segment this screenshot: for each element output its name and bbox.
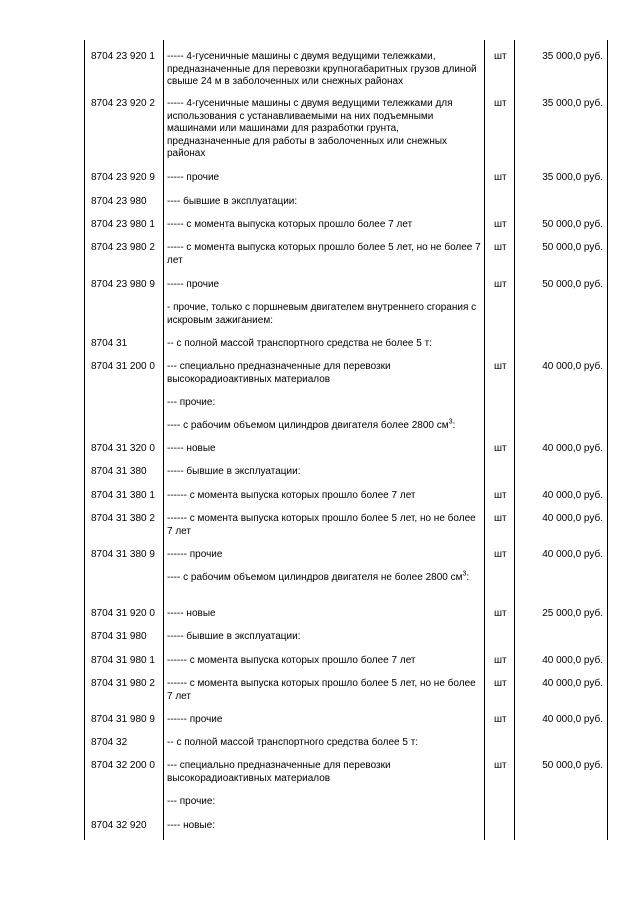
tariff-code: 8704 31 380 9 <box>91 549 155 560</box>
duty-rate: 50 000,0 руб. <box>542 760 603 771</box>
unit-of-measure: шт <box>494 678 507 689</box>
description-text: ----- 4-гусеничные машины с двумя ведущими тележками, предназначенные для перевозки крупногабаритных грузов длиной свыше 24 м в заболоченных или снежных районах <box>167 51 477 87</box>
description-text: ----- с момента выпуска которых прошло более 7 лет <box>167 219 413 230</box>
duty-rate: 40 000,0 руб. <box>542 490 603 501</box>
duty-rate: 35 000,0 руб. <box>542 51 603 62</box>
goods-description <box>167 796 483 809</box>
tariff-code: 8704 31 980 9 <box>91 714 155 725</box>
goods-description <box>167 714 483 727</box>
unit-of-measure: шт <box>494 608 507 619</box>
duty-rate: 50 000,0 руб. <box>542 219 603 230</box>
duty-rate: 40 000,0 руб. <box>542 513 603 524</box>
description-text: ---- новые: <box>167 820 216 831</box>
description-text: -- с полной массой транспортного средства более 5 т: <box>167 737 419 748</box>
tariff-code: 8704 31 380 <box>91 466 147 477</box>
duty-rate: 35 000,0 руб. <box>542 172 603 183</box>
tariff-code: 8704 23 980 2 <box>91 242 155 253</box>
goods-description <box>167 443 483 456</box>
tariff-code: 8704 32 200 0 <box>91 760 155 771</box>
column-divider-code <box>163 40 164 840</box>
duty-rate: 40 000,0 руб. <box>542 714 603 725</box>
goods-description <box>167 737 483 750</box>
goods-description <box>167 338 483 351</box>
description-text: ----- 4-гусеничные машины с двумя ведущими тележками для использования с устанавливаемыми на них подъемными машинами или машинами для разработки грунта, предназначенные для работы в заболоченных или снежных районах <box>167 98 453 159</box>
goods-description <box>167 678 483 703</box>
goods-description <box>167 420 483 433</box>
duty-rate: 25 000,0 руб. <box>542 608 603 619</box>
goods-description <box>167 572 483 585</box>
goods-description <box>167 279 483 292</box>
goods-description <box>167 760 483 785</box>
unit-exponent: 3 <box>462 570 467 578</box>
description-text: ------ прочие <box>167 549 223 560</box>
unit-exponent: 3 <box>448 418 453 426</box>
tariff-code: 8704 31 980 <box>91 631 147 642</box>
description-text: --- прочие: <box>167 796 216 807</box>
description-text: ----- прочие <box>167 172 220 183</box>
description-text: --- специально предназначенные для перевозки высокорадиоактивных материалов <box>167 361 391 385</box>
duty-rate: 50 000,0 руб. <box>542 279 603 290</box>
tariff-code: 8704 31 320 0 <box>91 443 155 454</box>
description-text: ----- новые <box>167 443 216 454</box>
goods-description <box>167 98 483 161</box>
description-text: ------ с момента выпуска которых прошло более 7 лет <box>167 490 416 501</box>
tariff-code: 8704 23 980 1 <box>91 219 155 230</box>
unit-of-measure: шт <box>494 51 507 62</box>
unit-of-measure: шт <box>494 490 507 501</box>
goods-description <box>167 361 483 386</box>
tariff-code: 8704 31 920 0 <box>91 608 155 619</box>
description-text: ---- с рабочим объемом цилиндров двигателя более 2800 см <box>167 420 449 431</box>
tariff-code: 8704 23 920 2 <box>91 98 155 109</box>
goods-description <box>167 820 483 833</box>
goods-description <box>167 466 483 479</box>
duty-rate: 50 000,0 руб. <box>542 242 603 253</box>
description-text: ---- с рабочим объемом цилиндров двигателя не более 2800 см <box>167 572 463 583</box>
description-text: --- специально предназначенные для перевозки высокорадиоактивных материалов <box>167 760 391 784</box>
tariff-code: 8704 23 920 1 <box>91 51 155 62</box>
unit-of-measure: шт <box>494 172 507 183</box>
description-text: ----- с момента выпуска которых прошло более 5 лет, но не более 7 лет <box>167 242 481 266</box>
description-text: ----- прочие <box>167 279 220 290</box>
description-text: --- прочие: <box>167 397 216 408</box>
goods-description <box>167 196 483 209</box>
duty-rate: 35 000,0 руб. <box>542 98 603 109</box>
goods-description <box>167 302 483 327</box>
goods-description <box>167 397 483 410</box>
goods-description <box>167 655 483 668</box>
tariff-code: 8704 31 380 1 <box>91 490 155 501</box>
goods-description <box>167 549 483 562</box>
unit-of-measure: шт <box>494 279 507 290</box>
description-text: ----- бывшие в эксплуатации: <box>167 466 301 477</box>
tariff-code: 8704 31 380 2 <box>91 513 155 524</box>
unit-of-measure: шт <box>494 242 507 253</box>
tariff-code: 8704 23 980 <box>91 196 147 207</box>
table-border-left <box>84 40 85 840</box>
tariff-code: 8704 31 980 2 <box>91 678 155 689</box>
unit-of-measure: шт <box>494 655 507 666</box>
unit-of-measure: шт <box>494 549 507 560</box>
tariff-code: 8704 23 920 9 <box>91 172 155 183</box>
unit-of-measure: шт <box>494 98 507 109</box>
description-text: -- с полной массой транспортного средства не более 5 т: <box>167 338 432 349</box>
duty-rate: 40 000,0 руб. <box>542 655 603 666</box>
description-text: ----- бывшие в эксплуатации: <box>167 631 301 642</box>
tariff-code: 8704 23 980 9 <box>91 279 155 290</box>
goods-description <box>167 172 483 185</box>
description-suffix: : <box>466 572 470 583</box>
goods-description <box>167 631 483 644</box>
description-text: - прочие, только с поршневым двигателем внутреннего сгорания с искровым зажиганием: <box>167 302 477 326</box>
goods-description <box>167 490 483 503</box>
goods-description <box>167 219 483 232</box>
goods-description <box>167 51 483 89</box>
tariff-code: 8704 31 <box>91 338 128 349</box>
unit-of-measure: шт <box>494 443 507 454</box>
description-text: ----- новые <box>167 608 216 619</box>
description-text: ------ с момента выпуска которых прошло более 7 лет <box>167 655 416 666</box>
tariff-code: 8704 31 980 1 <box>91 655 155 666</box>
description-text: ---- бывшие в эксплуатации: <box>167 196 298 207</box>
column-divider-description <box>484 40 485 840</box>
table-border-right <box>607 40 608 840</box>
duty-rate: 40 000,0 руб. <box>542 549 603 560</box>
goods-description <box>167 242 483 267</box>
unit-of-measure: шт <box>494 361 507 372</box>
goods-description <box>167 608 483 621</box>
description-suffix: : <box>452 420 456 431</box>
goods-description <box>167 513 483 538</box>
duty-rate: 40 000,0 руб. <box>542 361 603 372</box>
description-text: ------ прочие <box>167 714 223 725</box>
tariff-code: 8704 32 920 <box>91 820 147 831</box>
duty-rate: 40 000,0 руб. <box>542 678 603 689</box>
unit-of-measure: шт <box>494 714 507 725</box>
description-text: ------ с момента выпуска которых прошло более 5 лет, но не более 7 лет <box>167 678 476 702</box>
description-text: ------ с момента выпуска которых прошло более 5 лет, но не более 7 лет <box>167 513 476 537</box>
column-divider-unit <box>514 40 515 840</box>
unit-of-measure: шт <box>494 760 507 771</box>
tariff-code: 8704 32 <box>91 737 128 748</box>
unit-of-measure: шт <box>494 219 507 230</box>
duty-rate: 40 000,0 руб. <box>542 443 603 454</box>
unit-of-measure: шт <box>494 513 507 524</box>
tariff-code: 8704 31 200 0 <box>91 361 155 372</box>
